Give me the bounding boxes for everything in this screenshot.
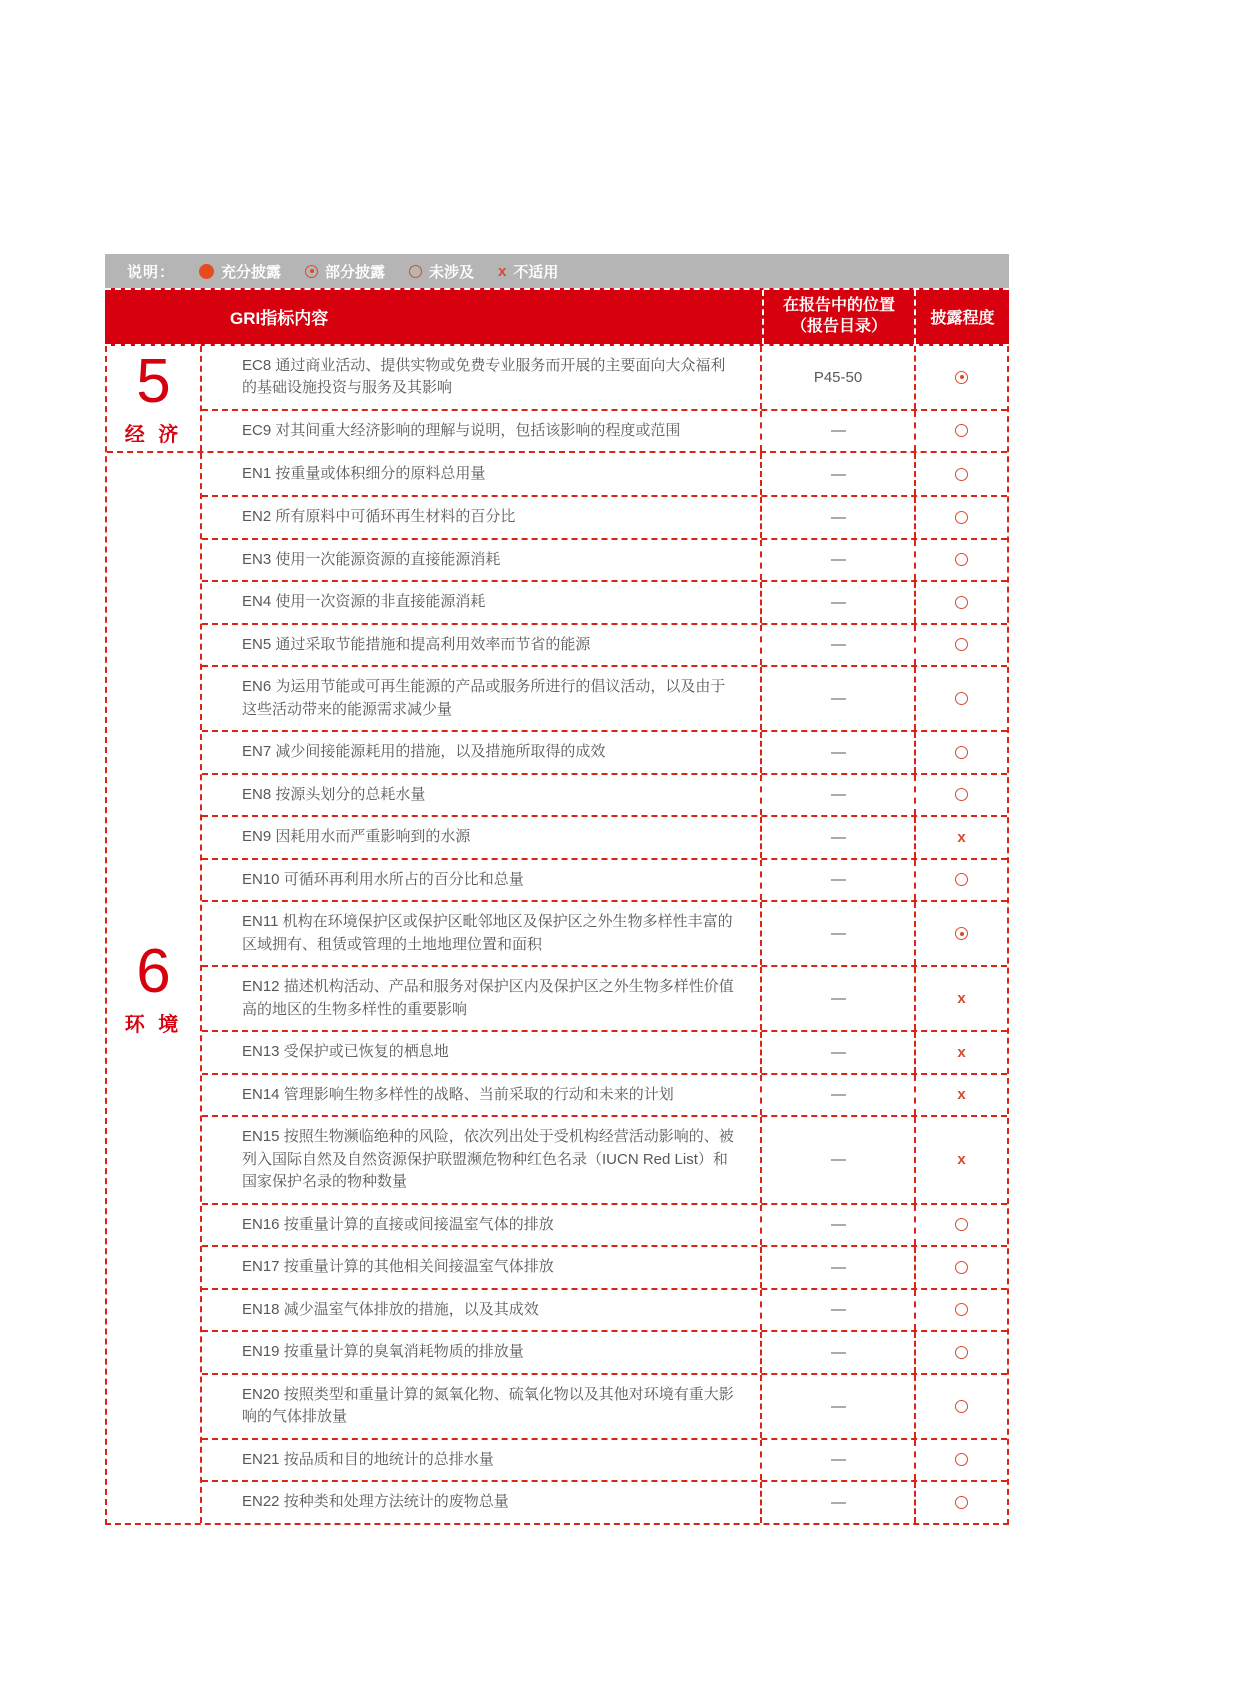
indicator-cell: EN9 因耗用水而严重影响到的水源 [242,828,471,846]
section-name: 环 境 [124,1013,183,1036]
circle-outline-icon [955,788,968,801]
indicator-cell: EN11 机构在环境保护区或保护区毗邻地区及保护区之外生物多样性丰富的区域拥有、租赁或管理的土地地理位置和面积 [242,913,733,953]
table-row [202,965,1007,1030]
header-report-location-line1: 在报告中的位置 [782,297,895,314]
degree-cell [914,967,1007,1030]
table-row [202,495,1007,538]
indicator-cell: EN15 按照生物濒临绝种的风险，依次列出处于受机构经营活动影响的、被列入国际自然及自然资源保护联盟濒危物种红色名录（IUCN Red List）和国家保护名录的物种数量 [242,1128,734,1191]
location-cell [760,1247,914,1288]
location-cell [760,967,914,1030]
degree-cell [914,732,1007,773]
circle-outline-icon [955,1261,968,1274]
indicator-cell: EN22 按种类和处理方法统计的废物总量 [242,1493,509,1511]
location-cell [760,860,914,901]
indicator-cell: EC8 通过商业活动、提供实物或免费专业服务而开展的主要面向大众福利的基础设施投资与服务及其影响 [242,356,726,397]
degree-cell [914,775,1007,816]
indicator-cell: EN20 按照类型和重量计算的氮氧化物、硫氧化物以及其他对环境有重大影响的气体排放量 [242,1385,734,1426]
circle-outline-icon [409,265,422,278]
x-mark-icon: x [957,1151,966,1169]
section-group [107,346,1007,452]
indicator-cell: EN19 按重量计算的臭氧消耗物质的排放量 [242,1343,524,1361]
location-text: — [831,1216,845,1234]
legend-bar [105,254,1009,288]
circle-dot-icon [305,265,318,278]
section-number: 6 [136,936,171,1006]
location-cell [760,1075,914,1116]
table-header-row [105,288,1009,346]
location-cell [760,1332,914,1373]
location-text: — [831,593,845,611]
location-cell [760,817,914,858]
indicator-cell: EN10 可循环再利用水所占的百分比和总量 [242,870,524,888]
x-mark-icon: x [957,990,966,1008]
indicator-cell: EN16 按重量计算的直接或间接温室气体的排放 [242,1215,554,1233]
legend-item-label: 未涉及 [429,263,475,281]
section-rows [202,346,1007,452]
table-row [202,1073,1007,1116]
degree-cell [914,667,1007,730]
degree-cell [914,346,1007,409]
degree-cell [914,1032,1007,1073]
location-cell [760,1032,914,1073]
degree-cell [914,1075,1007,1116]
circle-outline-icon [955,1453,968,1466]
table-row [202,900,1007,965]
table-row [202,1288,1007,1331]
indicator-cell: EN8 按源头划分的总耗水量 [242,785,426,803]
location-cell [760,732,914,773]
location-cell [760,1440,914,1481]
degree-cell [914,902,1007,965]
indicator-cell: EN4 使用一次资源的非直接能源消耗 [242,593,486,611]
legend-item [409,261,474,282]
degree-cell [914,1205,1007,1246]
location-cell [760,582,914,623]
table-row [202,453,1007,495]
indicator-cell: EN21 按品质和目的地统计的总排水量 [242,1450,494,1468]
location-cell [760,497,914,538]
table-row [202,1115,1007,1203]
x-mark-icon: x [957,828,966,846]
degree-cell [914,817,1007,858]
location-text: — [831,1086,845,1104]
gri-index-table [105,254,1009,1525]
legend-item-label: 部分披露 [325,263,386,281]
location-cell [760,775,914,816]
degree-cell [914,625,1007,666]
circle-outline-icon [955,596,968,609]
header-gri-indicator: GRI指标内容 [230,309,329,329]
legend-item [305,261,385,282]
table-body [105,346,1009,1525]
legend-item-label: 充分披露 [221,263,282,281]
section-group [107,451,1007,1523]
location-text: — [831,1301,845,1319]
legend-item [199,261,281,282]
location-text: — [831,1343,845,1361]
location-text: — [831,1451,845,1469]
table-row [202,773,1007,816]
degree-cell [914,540,1007,581]
location-text: — [831,690,845,708]
section-label [107,453,202,1523]
degree-cell [914,1290,1007,1331]
circle-outline-icon [955,1346,968,1359]
indicator-cell: EN18 减少温室气体排放的措施，以及其成效 [242,1300,539,1318]
location-text: — [831,871,845,889]
location-text: — [831,508,845,526]
degree-cell [914,453,1007,495]
location-text: — [831,1043,845,1061]
header-report-location-line2: （报告目录） [790,317,887,335]
location-cell [760,625,914,666]
circle-outline-icon [955,1303,968,1316]
indicator-cell: EN12 描述机构活动、产品和服务对保护区内及保护区之外生物多样性价值高的地区的生物多样性的重要影响 [242,978,734,1018]
circle-outline-icon [955,511,968,524]
table-row [202,1373,1007,1438]
circle-outline-icon [955,873,968,886]
header-disclosure-degree: 披露程度 [930,310,995,328]
location-cell [760,540,914,581]
location-cell [760,346,914,409]
section-number: 5 [136,347,171,417]
table-row [202,858,1007,901]
x-mark-icon: x [498,262,507,280]
location-cell [760,453,914,495]
legend-prefix-label: 说明： [127,263,176,281]
circle-outline-icon [955,424,968,437]
location-text: — [831,1258,845,1276]
indicator-cell: EN7 减少间接能源耗用的措施，以及措施所取得的成效 [242,743,606,761]
table-row [202,1330,1007,1373]
location-text: — [831,1397,845,1415]
table-row [202,1480,1007,1523]
circle-outline-icon [955,1218,968,1231]
degree-cell [914,411,1007,452]
location-cell [760,1290,914,1331]
indicator-cell: EN2 所有原料中可循环再生材料的百分比 [242,508,516,526]
location-text: — [831,990,845,1008]
location-text: — [831,1151,845,1169]
location-text: — [831,636,845,654]
table-row [202,623,1007,666]
header-report-location [762,290,916,344]
table-row [202,538,1007,581]
table-row [202,580,1007,623]
circle-dot-icon [955,371,968,384]
section-rows [202,453,1007,1523]
location-text: — [831,465,845,483]
location-cell [760,667,914,730]
degree-cell [914,860,1007,901]
section-name: 经 济 [124,424,183,447]
location-text: — [831,925,845,943]
degree-cell [914,497,1007,538]
degree-cell [914,582,1007,623]
circle-outline-icon [955,692,968,705]
table-row [202,346,1007,409]
location-cell [760,1482,914,1523]
indicator-cell: EN1 按重量或体积细分的原料总用量 [242,464,486,482]
location-text: — [831,422,845,440]
location-cell [760,902,914,965]
indicator-cell: EN5 通过采取节能措施和提高利用效率而节省的能源 [242,635,591,653]
legend-item-label: 不适用 [513,263,559,281]
indicator-cell: EN3 使用一次能源资源的直接能源消耗 [242,550,501,568]
table-row [202,409,1007,452]
degree-cell [914,1440,1007,1481]
circle-dot-icon [955,927,968,940]
degree-cell [914,1375,1007,1438]
table-row [202,730,1007,773]
circle-outline-icon [955,1496,968,1509]
degree-cell [914,1117,1007,1203]
degree-cell [914,1482,1007,1523]
location-text: — [831,551,845,569]
x-mark-icon: x [957,1043,966,1061]
table-row [202,1203,1007,1246]
indicator-cell: EN6 为运用节能或可再生能源的产品或服务所进行的倡议活动，以及由于这些活动带来的能源需求减少量 [242,678,726,718]
table-row [202,1245,1007,1288]
table-row [202,815,1007,858]
circle-outline-icon [955,553,968,566]
circle-outline-icon [955,746,968,759]
location-text: P45-50 [813,368,863,386]
degree-cell [914,1332,1007,1373]
circle-outline-icon [955,468,968,481]
indicator-cell: EC9 对其间重大经济影响的理解与说明，包括该影响的程度或范围 [242,421,681,439]
section-label [107,346,202,452]
location-text: — [831,743,845,761]
location-cell [760,411,914,452]
legend-item [498,261,558,282]
location-text: — [831,1493,845,1511]
circle-filled-icon [199,264,214,279]
location-cell [760,1117,914,1203]
degree-cell [914,1247,1007,1288]
location-cell [760,1375,914,1438]
location-text: — [831,828,845,846]
location-text: — [831,786,845,804]
indicator-cell: EN17 按重量计算的其他相关间接温室气体排放 [242,1258,554,1276]
circle-outline-icon [955,638,968,651]
table-row [202,1030,1007,1073]
table-row [202,1438,1007,1481]
x-mark-icon: x [957,1086,966,1104]
location-cell [760,1205,914,1246]
indicator-cell: EN13 受保护或已恢复的栖息地 [242,1043,449,1061]
indicator-cell: EN14 管理影响生物多样性的战略、当前采取的行动和未来的计划 [242,1085,674,1103]
circle-outline-icon [955,1400,968,1413]
table-row [202,665,1007,730]
